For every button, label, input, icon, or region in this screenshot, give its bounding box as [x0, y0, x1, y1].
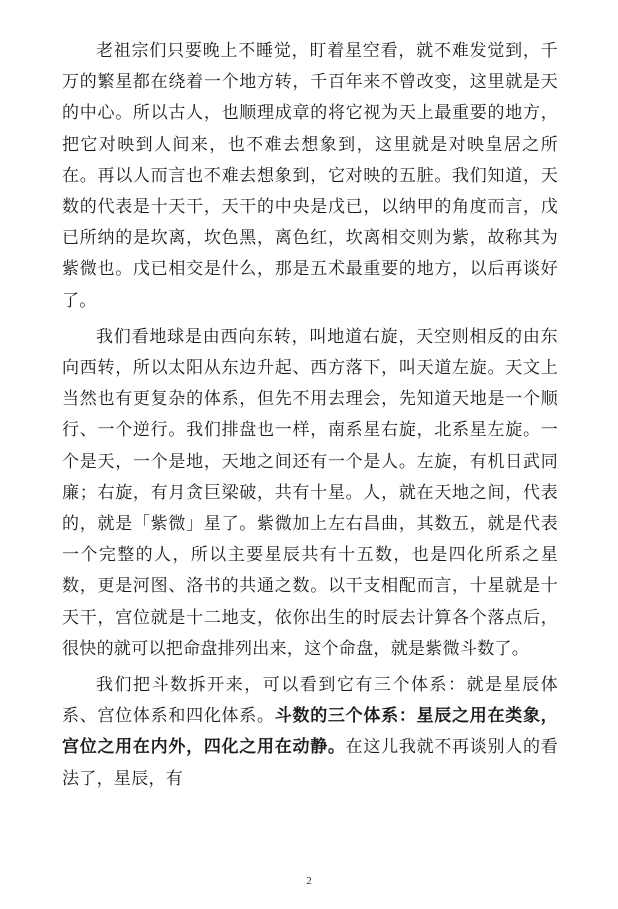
document-page	[62, 36, 558, 795]
paragraph-text-after: 在这儿我就不再谈别人的看法了，星辰，有	[62, 737, 558, 789]
page-number: 2	[306, 875, 312, 887]
paragraph-ziwei-origin: 老祖宗们只要晚上不睡觉，盯着星空看，就不难发觉到，千万的繁星都在绕着一个地方转，千百年来不曾改变，这里就是天的中心。所以古人，也顺理成章的将它视为天上最重要的地方，把它对映到人间来，也不难去想象到，这里就是对映皇居之所在。再以人而言也不难去想象到，它对映的五脏。我们知道，天数的代表是十天干，天干的中央是戊已，以纳甲的角度而言，戊已所纳的是坎离，坎色黑，离色红，坎离相交则为紫，故称其为紫微也。戊已相交是什么，那是五术最重要的地方，以后再谈好了。	[62, 41, 558, 311]
bold-summary-text: 斗数的三个体系：星辰之用在类象，宫位之用在内外，四化之用在动静。	[62, 706, 558, 758]
paragraph-text-before: 我们把斗数拆开来，可以看到它有三个体系：就是星辰体系、宫位体系和四化体系。	[62, 675, 558, 727]
paragraph-three-systems	[62, 670, 558, 795]
paragraph-rotation: 我们看地球是由西向东转，叫地道右旋，天空则相反的由东向西转，所以太阳从东边升起、西方落下，叫天道左旋。天文上当然也有更复杂的体系，但先不用去理会，先知道天地是一个顺行、一个逆行。我们排盘也一样，南系星右旋，北系星左旋。一个是天，一个是地，天地之间还有一个是人。左旋，有机日武同廉；右旋，有月贪巨梁破，共有十星。人，就在天地之间，代表的，就是「紫微」星了。紫微加上左右昌曲，其数五，就是代表一个完整的人，所以主要星辰共有十五数，也是四化所系之星数，更是河图、洛书的共通之数。以干支相配而言，十星就是十天干，宫位就是十二地支，依你出生的时辰去计算各个落点后，很快的就可以把命盘排列出来，这个命盘，就是紫微斗数了。	[62, 326, 558, 659]
